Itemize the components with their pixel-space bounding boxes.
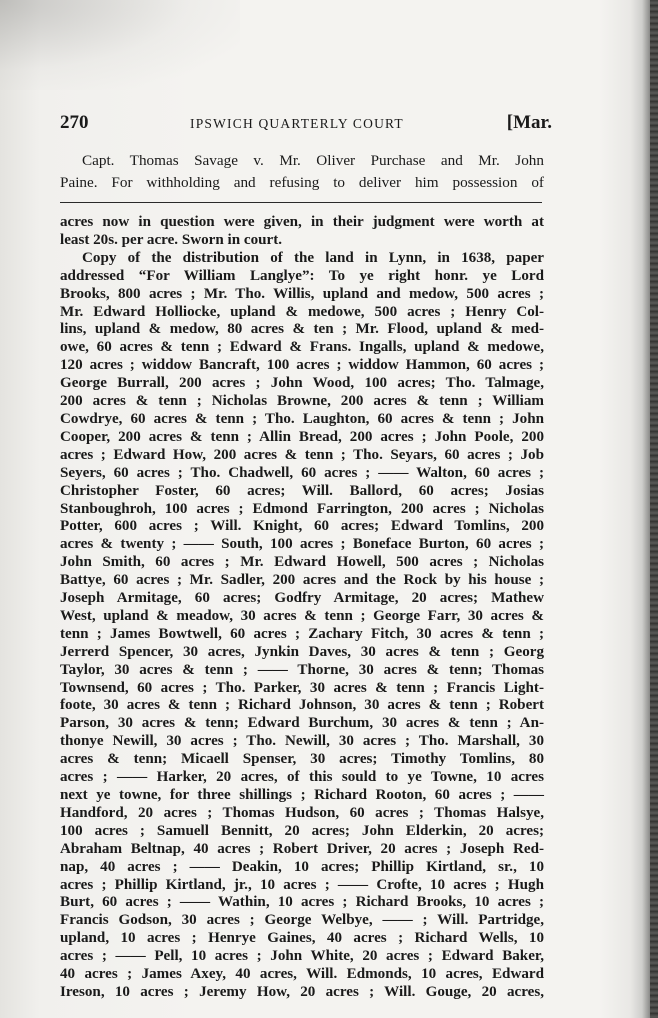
case-title-line: Paine. For withholding and refusing to deliver him possession of bbox=[60, 174, 544, 191]
scan-shadow bbox=[0, 0, 240, 90]
text-line: Parson, 30 acres & tenn; Edward Burchum, 30 acres & tenn ; An- bbox=[60, 715, 544, 732]
text-line: George Burrall, 200 acres ; John Wood, 100 acres; Tho. Talmage, bbox=[60, 375, 544, 392]
text-line: addressed “For William Langlye”: To ye right honr. ye Lord bbox=[60, 267, 544, 284]
text-line: lins, upland & medow, 80 acres & ten ; Mr. Flood, upland & med- bbox=[60, 321, 544, 338]
body-text bbox=[60, 214, 544, 1002]
text-line: acres ; Edward How, 200 acres & tenn ; Tho. Seyars, 60 acres ; Job bbox=[60, 446, 544, 463]
text-line: Francis Godson, 30 acres ; George Welbye, —— ; Will. Partridge, bbox=[60, 912, 544, 929]
text-line: Handford, 20 acres ; Thomas Hudson, 60 acres ; Thomas Halsye, bbox=[60, 804, 544, 821]
text-line: acres ; —— Pell, 10 acres ; John White, 20 acres ; Edward Baker, bbox=[60, 948, 544, 965]
text-line: 40 acres ; James Axey, 40 acres, Will. Edmonds, 10 acres, Edward bbox=[60, 966, 544, 983]
running-head: IPSWICH QUARTERLY COURT bbox=[190, 116, 404, 131]
text-line: Cooper, 200 acres & tenn ; Allin Bread, 200 acres ; John Poole, 200 bbox=[60, 428, 544, 445]
text-line: Jerrerd Spencer, 30 acres, Jynkin Daves, 30 acres & tenn ; Georg bbox=[60, 643, 544, 660]
text-line: next ye towne, for three shillings ; Richard Rooton, 60 acres ; —— bbox=[60, 787, 544, 803]
text-line: John Smith, 60 acres ; Mr. Edward Howell, 500 acres ; Nicholas bbox=[60, 554, 544, 571]
text-line: upland, 10 acres ; Henrye Gaines, 40 acres ; Richard Wells, 10 bbox=[60, 930, 544, 947]
text-line: Taylor, 30 acres & tenn ; —— Thorne, 30 acres & tenn; Thomas bbox=[60, 661, 544, 678]
text-line: owe, 60 acres & tenn ; Edward & Frans. Ingalls, upland & medowe, bbox=[60, 339, 544, 356]
text-line: Mr. Edward Holliocke, upland & medowe, 500 acres ; Henry Col- bbox=[60, 303, 544, 320]
running-date: [Mar. bbox=[506, 112, 552, 133]
text-line: Stanboughroh, 100 acres ; Edmond Farrington, 200 acres ; Nicholas bbox=[60, 500, 544, 517]
text-line: 100 acres ; Samuell Bennitt, 20 acres; John Elderkin, 20 acres; bbox=[60, 822, 544, 839]
page-number: 270 bbox=[60, 112, 89, 133]
text-line: Ireson, 10 acres ; Jeremy How, 20 acres ; Will. Gouge, 20 acres, bbox=[60, 983, 544, 1000]
text-line: acres now in question were given, in their judgment were worth at bbox=[60, 214, 544, 230]
text-line: Seyers, 60 acres ; Tho. Chadwell, 60 acres ; —— Walton, 60 acres ; bbox=[60, 464, 544, 481]
text-line: foote, 30 acres & tenn ; Richard Johnson, 30 acres & tenn ; Robert bbox=[60, 697, 544, 714]
text-line: Joseph Armitage, 60 acres; Godfry Armitage, 20 acres; Mathew bbox=[60, 590, 544, 607]
text-line: least 20s. per acre. Sworn in court. bbox=[60, 231, 283, 248]
text-line: Burt, 60 acres ; —— Wathin, 10 acres ; Richard Brooks, 10 acres ; bbox=[60, 894, 544, 911]
text-line: 200 acres & tenn ; Nicholas Browne, 200 acres & tenn ; William bbox=[60, 393, 544, 410]
text-line: Potter, 600 acres ; Will. Knight, 60 acres; Edward Tomlins, 200 bbox=[60, 518, 544, 535]
page-edge bbox=[650, 0, 658, 1018]
text-line: thonye Newill, 30 acres ; Tho. Newill, 30 acres ; Tho. Marshall, 30 bbox=[60, 733, 544, 750]
section-divider bbox=[60, 202, 542, 203]
text-line: acres & twenty ; —— South, 100 acres ; Boneface Burton, 60 acres ; bbox=[60, 536, 544, 553]
text-line: 120 acres ; widdow Bancraft, 100 acres ; widdow Hammon, 60 acres ; bbox=[60, 357, 544, 374]
text-line: Abraham Beltnap, 40 acres ; Robert Driver, 20 acres ; Joseph Red- bbox=[60, 840, 544, 857]
text-line: Copy of the distribution of the land in Lynn, in 1638, paper bbox=[82, 249, 544, 266]
text-line: nap, 40 acres ; —— Deakin, 10 acres; Phillip Kirtland, sr., 10 bbox=[60, 858, 544, 875]
case-title bbox=[60, 150, 544, 194]
text-line: acres & tenn; Micaell Spenser, 30 acres; Timothy Tomlins, 80 bbox=[60, 751, 544, 768]
text-line: Townsend, 60 acres ; Tho. Parker, 30 acres & tenn ; Francis Light- bbox=[60, 679, 544, 696]
text-line: acres ; —— Harker, 20 acres, of this sould to ye Towne, 10 acres bbox=[60, 769, 544, 786]
text-line: Cowdrye, 60 acres & tenn ; Tho. Laughton, 60 acres & tenn ; John bbox=[60, 410, 544, 427]
text-line: Christopher Foster, 60 acres; Will. Ballord, 60 acres; Josias bbox=[60, 482, 544, 499]
case-title-line: Capt. Thomas Savage v. Mr. Oliver Purchase and Mr. John bbox=[82, 152, 544, 169]
text-line: West, upland & meadow, 30 acres & tenn ; George Farr, 30 acres & bbox=[60, 607, 544, 624]
page-header bbox=[60, 112, 552, 136]
text-line: acres ; Phillip Kirtland, jr., 10 acres ; —— Crofte, 10 acres ; Hugh bbox=[60, 876, 544, 893]
text-line: Battye, 60 acres ; Mr. Sadler, 200 acres and the Rock by his house ; bbox=[60, 572, 544, 589]
text-line: tenn ; James Bowtwell, 60 acres ; Zachary Fitch, 30 acres & tenn ; bbox=[60, 625, 544, 642]
text-line: Brooks, 800 acres ; Mr. Tho. Willis, upland and medow, 500 acres ; bbox=[60, 285, 544, 302]
